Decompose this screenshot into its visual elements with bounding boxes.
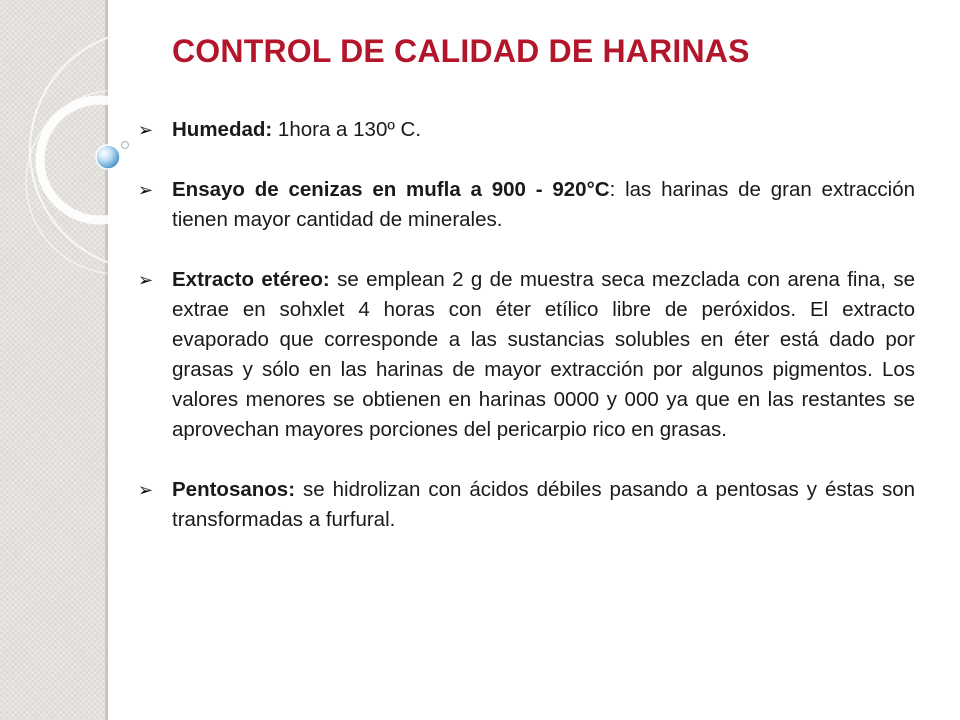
item-label: Ensayo de cenizas en mufla a 900 - 920°C xyxy=(172,178,610,201)
list-item xyxy=(138,175,915,235)
page-title: CONTROL DE CALIDAD DE HARINAS xyxy=(172,33,750,69)
list-item xyxy=(138,115,915,145)
arrow-bullet-icon: ➢ xyxy=(138,480,154,500)
item-label: Extracto etéreo: xyxy=(172,268,330,291)
item-text: : las harinas de gran extracción tienen mayor cantidad de minerales. xyxy=(172,178,915,231)
arrow-bullet-icon: ➢ xyxy=(138,180,154,200)
list-item xyxy=(138,475,915,535)
item-text: se emplean 2 g de muestra seca mezclada con arena fina, se extrae en sohxlet 4 horas con éter etílico libre de peróxidos. El extracto evaporado que corresponde a las sustancias solubles en éter está dado por grasas y sólo en las harinas de mayor extracción por algunos pigmentos. Los valores menores se obtienen en harinas 0000 y 000 ya que en las restantes se aprovechan mayores porciones del pericarpio rico en grasas. xyxy=(172,268,915,441)
item-label: Humedad: xyxy=(172,118,273,141)
list-item xyxy=(138,265,915,445)
bullet-list xyxy=(138,115,915,535)
arrow-bullet-icon: ➢ xyxy=(138,270,154,290)
item-text: se hidrolizan con ácidos débiles pasando a pentosas y éstas son transformadas a furfural. xyxy=(172,478,915,531)
arrow-bullet-icon: ➢ xyxy=(138,120,154,140)
item-text: 1hora a 130º C. xyxy=(272,118,422,141)
item-label: Pentosanos: xyxy=(172,478,296,501)
